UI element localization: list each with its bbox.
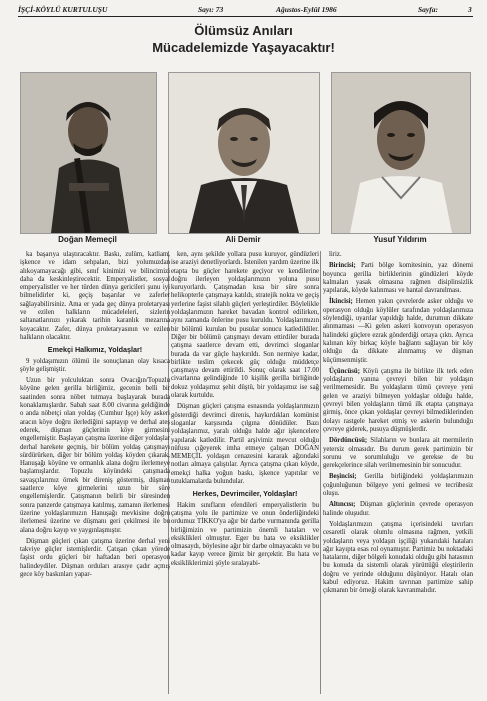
article-title-line2: Mücadelemizde Yaşayacaktır!	[152, 40, 335, 55]
text-column-3	[323, 251, 473, 694]
list-text: Parti bölge komitesinin, yaz dönemi boyunca gerilla birliklerinin gündüzleri köyde kalmaları yasak olmasına rağmen disiplinsizlik yapılarak, köyde kalınması ve hantal davranılması.	[323, 262, 473, 295]
paragraph: ken, aynı şekilde yollara pusu kuruyor, gündüzleri ise araziyi denetliyorlardı. İstenilen yardım üzerine ilk etapta bu güçler harekete geçiyor ve kendilerine doğru ilerleyen yoldaşlarımızın yoluna pusu kuruyorlardı. Çatışmadan kısa bir süre sonra helikopterle çatışmaya katıldı, stratejik nokta ve geçiş yerlerine faşist silahlı güçleri yerleştirdiler. Böylelikle yoldaşlarımızın hareket bavadan kontrol edilirken, aynı zamanda önlerine pusu kuruldu. Yoldaşlarımızın bir bölümü kurulan bu pusular sonucu katledildiler. Diğer bir bölümü çatışmayı devam ettirdiler burada çatışma saatlerce devam etti, devrimci sloganlar burada da var güçle haykırıldı. Son nermiye kadar, birlikte teslim çekecek güç olduğu müddetçe çatışmaya devam ettirildi. Sonuç olarak saat 17.00 civarlarına gelindiğinde 10 kişilik gerilla birliğinde dokuz yoldaşımız şehit düştü, bir yoldaşımız ise sağ olarak kurtuldu.	[171, 251, 319, 400]
paragraph: liriz.	[329, 251, 342, 258]
section-heading: Herkes, Devrimciler, Yoldaşlar!	[192, 489, 298, 499]
paragraph	[323, 262, 473, 295]
paragraph: Düşman güçleri çıkan çatışma üzerine derhal yeni takviye güçler istemişlerdir. Çatışan çıkan yörede faşist ordu güçleri bir haftadan beri operasyon halindeydiler. Düşman orduları arasıye çadır açmış gece köy baskınları yapar-	[20, 537, 170, 578]
list-text: Gerilla birliğindeki yoldaşlarımızın çoğunluğunun bölgeye yeni gelmesi ve tecrübesiz oluşu.	[323, 473, 473, 498]
paragraph: Yoldaşlarımızın çatışma içerisindeki tavırları cesaretli olarak olumlu olmasına rağmen, yetkili yoldaşların veya yoldaşın işçiliği yukarıdaki hataları ağır kayıpta esas rol oynamıştır. Partimiz bu noktadaki hatalarını, diğer bölgeli konudaki olduğu gibi hatasının bu konuda da sistemli olarak yürüttüğü eleştirilerin doğru ve yerinde olduğunu düşünüyor. Hatalı olan kabul ediyoruz. Hakim tavrınan partimize sahip çıkmanın bir örneği olarak kavranmalıdır.	[323, 520, 473, 595]
list-label: Beşincisi;	[329, 473, 357, 481]
list-label: Üçüncüsü;	[329, 367, 360, 375]
issue-date: Ağustos-Eylül 1986	[276, 5, 337, 14]
page-label: Sayfa:	[418, 5, 438, 14]
article-title-line1: Ölümsüz Anıları	[194, 23, 293, 38]
page-number: 3	[468, 5, 472, 14]
page-header	[18, 4, 473, 17]
section-heading: Emekçi Halkımız, Yoldaşlar!	[47, 345, 143, 355]
portrait-photo-3	[331, 72, 471, 234]
paragraph	[323, 473, 473, 498]
text-column-1	[20, 251, 170, 694]
text-column-2	[171, 251, 319, 694]
photo-caption-3: Yusuf Yıldırım	[373, 235, 427, 244]
list-label: Altıncısı;	[329, 501, 356, 509]
paragraph: ka başarıya ulaştıracaktır. Baskı, zulüm, katliam, işkence ve idam sehpaları, bizi yolumuzdan alıkoyamayacağı gibi, sınıf kinimizi ve bilincimizi daha da keskinleştirecektir. Emperyalistler, sosyal emperyalistler ve her türden dünya gericileri şunu iyi bilmelidirler ki, geçiş başarılar ve zaferler sağlayabilirsiniz. Ama er yada geç dünya proletaryası ve ezilen halkların mücadeleleri, sizlerin saltanatlarınızı yıkarak tarihin karanlık mezarına koyacaktır. Zafer, dünya proletaryasının ve ezilen halkların olacaktır.	[20, 251, 170, 341]
list-text: Köyü çatışma ile birlikte ilk terk eden yoldaşların yanına çevreyi bilen bir yoldaşın verilmemesidir. Bu yoldaşların tümü çevreye yeni gelen ve araziyi bilmeyen yoldaşlar olduğu halde, çevreyi bilen yoldaşların tümü ilk etapta çatışmaya girmiş, önce çıkan yoldaşlar çevreyi bilmediklerinden dolayı rastgele hareket etmiş ve askerin bulunduğu çevreye giderek, pusuya düşmüşlerdir.	[323, 367, 473, 433]
list-label: Dördüncüsü;	[329, 437, 368, 445]
paragraph	[323, 437, 473, 470]
issue-number: Sayı: 73	[198, 5, 224, 14]
paragraph: 9 yoldaşımızın ölümü ile sonuçlanan olay kısaca şöyle gelişmiştir.	[20, 357, 170, 373]
paragraph	[323, 298, 473, 364]
paragraph: Hakim sınıfların efendileri emperyalistlerin bu çatışma yolu ile partimize ve onun önderliğindeki ordumuz TİKKO'ya ağır bir darbe vurmanında gerilla birliğimizin ve partimizin önemli hataları ve eksiklikleri olmuştur. Eger bu hata ve eksiklikler olmasaydı, böylesine ağır bir darbe olmayacaktı ve bu kadar kayıp verece ğimiz bir gerçektir. Bu hata ve eksikliklerimizi şöyle sıralayabi-	[171, 501, 319, 567]
photo-caption-2: Ali Demir	[225, 235, 261, 244]
paragraph: Uzun bir yolculuktan sonra Ovacığın/Topuzlu köyüne gelen gerilla birliğimiz, gecenin belli bir saatinden sonra nöbet tutmaya başlayarak burada konaklamışlardır. Sabah saat 8.00 civarına geldiğinde o anda nöbetçi olan yoldaş (Cumhur Işçe) köy askeri aracın köye doğru ilerlediğini saptayıp ve derhal ateş ederek, düşman güçlerinin köye girmesini engellemiştir. Başlayan çatışma üzerine diğer yoldaşlar derhal harekete geçmiş, bir bölüm yoldaş çatışmayı sürdürürken, diğer bir bölüm yoldaş köyden çıkarak, Hanuşağı köyüne ve ormanlık alana doğru ilerlemeye başlamışlardır. Topuzlu köyündeki çatışmada savaşçılarımız örnek bir direniş göstermiş, düşman saatlerce köye girmelerini uzun bir süre engellemişlerdir. Çatışmanın belirli bir süresinden sonra panzerde çatışmaya katılmış, zamanın ilerlemesi üzerine yoldaşlarımızın Hanuşağı mevkisine doğru ilerlemesi üzerine ve düşmanı geri çekilmesi ile bu alana doğru kayıp ve yaygınlaşmıştır.	[20, 377, 170, 534]
paragraph	[323, 501, 473, 518]
list-text: Hemen yakın çevrelerde asker olduğu ve operasyon olduğu köylüler tarafından yoldaşlarımıza söylendiği, uyarılar yapıldığı halde, durumun dikkate alınmaması —Ki gelen askeri konvoyun operasyon halindeki güçlere ezrak gönderdiği ortaya çıktı. Ayrıca kalınan köy birkaç köyle bağlantı sağlayan bir köy olduğu da dikkate alınmamış ve düşman küçümsenmiştir.	[323, 298, 473, 364]
list-text: Silahların ve bunlara ait mermilerin yetersiz olmasıdır. Bu durum gerek partimizin bir sorunu ve sorumluluğu ve gerekse de bu gerekçelerince silah verilmemesinin bir sonucudur.	[323, 437, 473, 470]
photo-caption-1: Doğan Memeçil	[58, 235, 117, 244]
paragraph: Düşman güçleri çatışma esnasında yoldaşlarımızın gösterdiği devrimci direnis, haykırdıkları komünist sloganlar karşısında çılgına dönüdüler. Bazı yoldaşlarımız, yaralı olduğu halde ağır işkencelere yapılarak katledilir. Partil arşivimiz mevcut olduğu nüfusu çığeyerek imha etmeye çalışan DOĞAN MEMEÇİL yoldaşın cenazesini kararak ağzındaki notları almaya çalıştılar. Ayrıca çatışma çıkan köyde, emekçi halka yoğun baskı, işkence yapıtılar ve tutuklamalarda bulundular.	[171, 403, 319, 486]
paragraph	[323, 368, 473, 434]
list-text: Düşman güçlerinin çevrede operasyon halinde oluşudur.	[323, 501, 473, 517]
newspaper-name: İŞÇİ-KÖYLÜ KURTULUŞU	[18, 5, 108, 14]
list-label: Birincisi;	[329, 262, 356, 270]
portrait-photo-2	[168, 72, 320, 234]
column-divider	[320, 251, 321, 694]
list-label: İkincisi;	[329, 298, 353, 306]
portrait-photo-1	[20, 72, 157, 234]
